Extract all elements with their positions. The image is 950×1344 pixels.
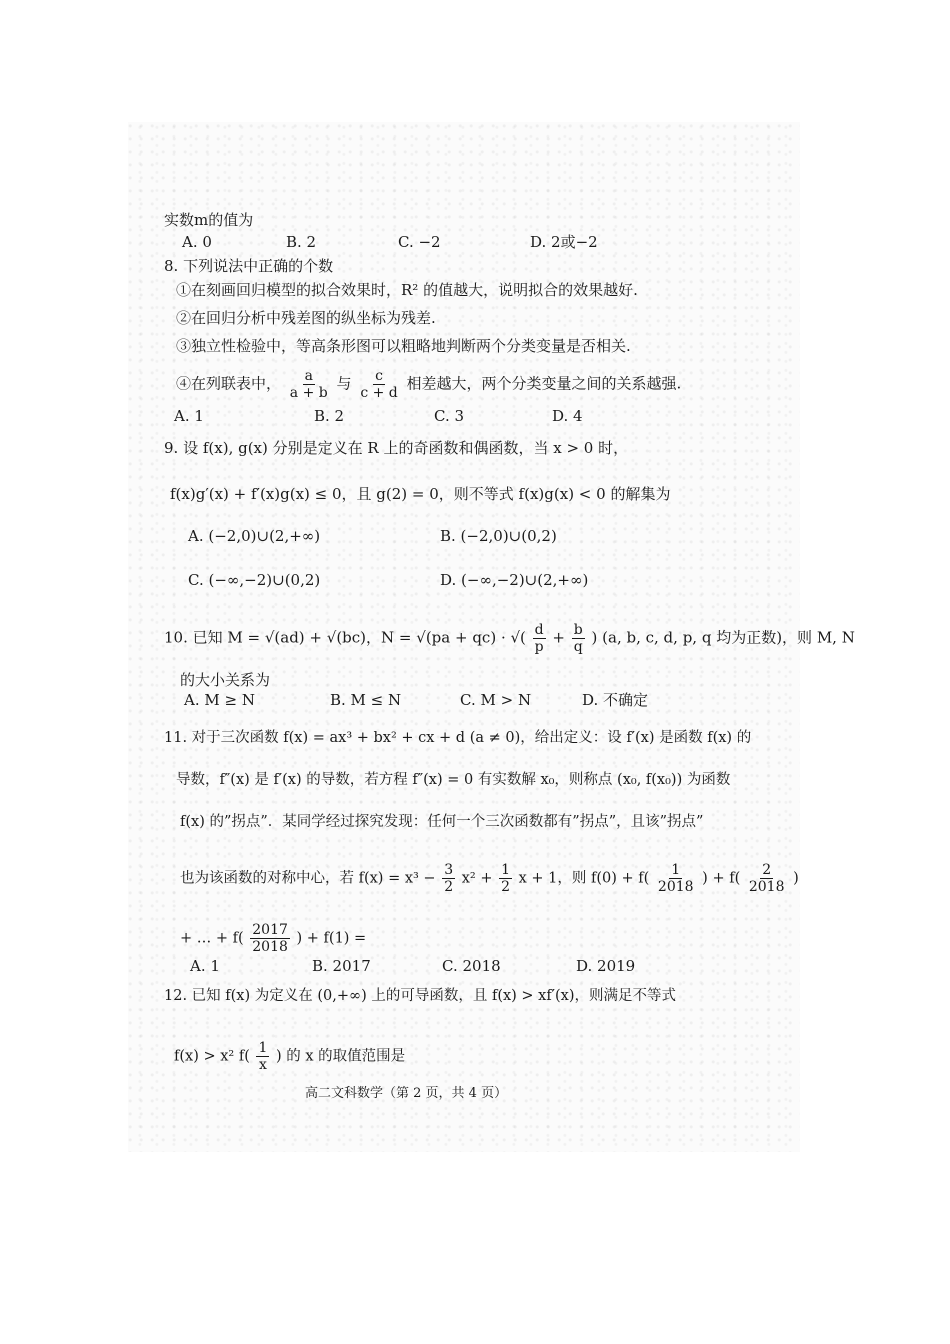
q8-stem: 8. 下列说法中正确的个数: [164, 257, 334, 275]
fraction-1-over-x: $\frac{1}{x}$: [258, 1040, 268, 1073]
fraction-a-over-a-plus-b: $\frac{a}{a + b}$: [289, 368, 328, 401]
q9-stem: 9. 设 f(x), g(x) 分别是定义在 R 上的奇函数和偶函数，当 x > 0 时，: [164, 439, 629, 457]
q8-statement-2: ②在回归分析中残差图的纵坐标为残差.: [176, 309, 436, 327]
fraction-2-over-2018: $\frac{2}{2018}$: [748, 862, 785, 895]
q11-line-1: 11. 对于三次函数 f(x) = ax³ + bx² + cx + d (a ≠ 0)，给出定义：设 f′(x) 是函数 f(x) 的: [164, 730, 752, 746]
fraction-3-over-2: $\frac{3}{2}$: [444, 862, 454, 895]
q8-statement-4: ④在列联表中， $\frac{a}{a + b}$ 与 $\frac{c}{c + d}$ 相差越大，两个分类变量之间的关系越强.: [176, 368, 682, 401]
fraction-b-over-q: $\frac{b}{q}$: [573, 622, 583, 655]
q9-option-c: C. (−∞,−2)∪(0,2): [188, 571, 321, 589]
q7-tail: 实数m的值为: [164, 211, 254, 229]
q9-option-d: D. (−∞,−2)∪(2,+∞): [440, 571, 589, 589]
q10-option-d: D. 不确定: [582, 691, 649, 709]
q7-option-b: B. 2: [286, 233, 317, 251]
fraction-1-over-2: $\frac{1}{2}$: [501, 862, 511, 895]
fraction-c-over-c-plus-d: $\frac{c}{c + d}$: [360, 368, 398, 401]
q8-option-d: D. 4: [552, 407, 583, 425]
q11-line-5: + … + f( $\frac{2017}{2018}$ ) + f(1) =: [180, 922, 367, 955]
q11-line-4: 也为该函数的对称中心，若 f(x) = x³ − $\frac{3}{2}$ x² + $\frac{1}{2}$ x + 1，则 f(0) + f( $\frac{1}{2018}$ ) + f( $\frac{2}{2018}$ ): [180, 862, 799, 895]
q11-line-2: 导数，f″(x) 是 f′(x) 的导数，若方程 f″(x) = 0 有实数解 x₀，则称点 (x₀, f(x₀)) 为函数: [176, 772, 731, 788]
page-footer: 高二文科数学（第 2 页，共 4 页）: [305, 1086, 508, 1101]
q7-option-a: A. 0: [182, 233, 212, 251]
q10-stem: 10. 已知 M = √(ad) + √(bc)，N = √(pa + qc) · √( $\frac{d}{p}$ + $\frac{b}{q}$ ) (a, b, c, d, p, q 均为正数)，则 M, N: [164, 622, 855, 655]
q8-statement-1: ①在刻画回归模型的拟合效果时，R² 的值越大，说明拟合的效果越好.: [176, 281, 638, 299]
q12-line-1: 12. 已知 f(x) 为定义在 (0,+∞) 上的可导函数，且 f(x) > xf′(x)，则满足不等式: [164, 988, 677, 1004]
exam-page: [128, 122, 855, 1152]
q11-option-a: A. 1: [190, 957, 220, 975]
q9-option-b: B. (−2,0)∪(0,2): [440, 527, 557, 545]
q9-condition: f(x)g′(x) + f′(x)g(x) ≤ 0，且 g(2) = 0，则不等式 f(x)g(x) < 0 的解集为: [170, 485, 671, 503]
q8-s4-prefix: ④在列联表中，: [176, 374, 282, 393]
q11-line-3: f(x) 的”拐点”．某同学经过探究发现：任何一个三次函数都有”拐点”，且该”拐点”: [180, 814, 704, 830]
q7-option-c: C. −2: [398, 233, 441, 251]
q8-option-b: B. 2: [314, 407, 345, 425]
q11-option-d: D. 2019: [576, 957, 636, 975]
q11-option-b: B. 2017: [312, 957, 371, 975]
q8-option-c: C. 3: [434, 407, 465, 425]
q9-option-a: A. (−2,0)∪(2,+∞): [188, 527, 321, 545]
q7-option-d: D. 2或−2: [530, 233, 598, 251]
q12-line-2: f(x) > x² f( $\frac{1}{x}$ ) 的 x 的取值范围是: [174, 1040, 406, 1073]
q8-option-a: A. 1: [174, 407, 204, 425]
q10-option-c: C. M > N: [460, 691, 532, 709]
fraction-2017-over-2018: $\frac{2017}{2018}$: [252, 922, 288, 955]
fraction-d-over-p: $\frac{d}{p}$: [534, 622, 544, 655]
q10-option-a: A. M ≥ N: [184, 691, 255, 709]
q10-tail: 的大小关系为: [180, 671, 271, 689]
q10-option-b: B. M ≤ N: [330, 691, 402, 709]
q8-statement-3: ③独立性检验中，等高条形图可以粗略地判断两个分类变量是否相关.: [176, 337, 631, 355]
q11-option-c: C. 2018: [442, 957, 501, 975]
fraction-1-over-2018: $\frac{1}{2018}$: [657, 862, 694, 895]
